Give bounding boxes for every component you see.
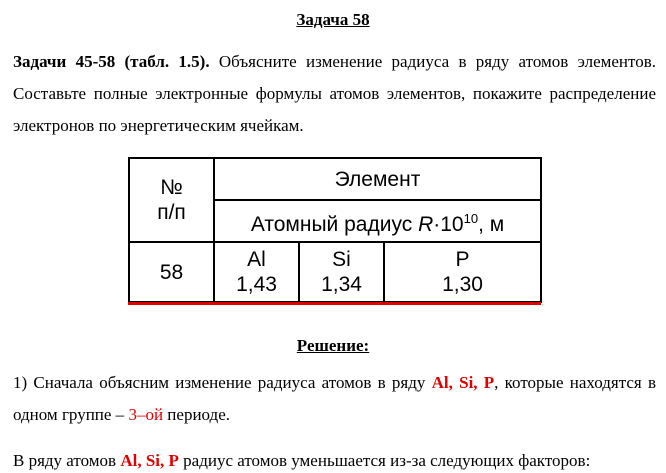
- task-title: Задача 58: [296, 10, 370, 29]
- element-symbol: P: [455, 248, 470, 271]
- element-radius: 1,43: [236, 273, 277, 296]
- solution-paragraph-1: [13, 367, 656, 431]
- highlight-elements: Al, Si, P: [120, 451, 179, 470]
- number-sign: №: [160, 176, 183, 199]
- radius-multiplier: ·10: [433, 212, 464, 236]
- solution-text: периоде.: [163, 405, 230, 424]
- element-symbol: Al: [247, 248, 266, 271]
- table-red-underline: [128, 302, 541, 305]
- radius-unit: , м: [478, 212, 505, 236]
- solution-title: Решение:: [296, 336, 370, 355]
- element-cell-si: [299, 242, 384, 302]
- element-radius-table: [128, 157, 542, 303]
- data-table-wrapper: [128, 157, 542, 303]
- task-statement: [13, 46, 656, 142]
- element-cell-al: [214, 242, 299, 302]
- element-symbol: Si: [332, 248, 351, 271]
- radius-symbol: R: [418, 212, 434, 236]
- task-reference: Задачи 45-58 (табл. 1.5).: [13, 52, 210, 71]
- solution-text: радиус атомов уменьшается из-за следующих факторов:: [178, 451, 591, 470]
- highlight-elements: Al, Si, P: [431, 373, 495, 392]
- radius-header-cell: [214, 200, 541, 242]
- element-cell-p: [384, 242, 541, 302]
- solution-text: , которые находятся в одном группе –: [13, 373, 656, 424]
- element-header-cell: Элемент: [214, 158, 541, 200]
- solution-text: В ряду атомов: [13, 451, 121, 470]
- row-number-cell: 58: [129, 242, 214, 302]
- radius-label: Атомный радиус: [250, 212, 419, 236]
- solution-paragraph-2: [13, 449, 656, 473]
- solution-text: 1) Сначала объясним изменение радиуса атомов в ряду: [13, 373, 432, 392]
- task-text-line2: распределение электронов по энергетическим ячейкам.: [13, 84, 656, 135]
- radius-exponent: 10: [463, 210, 479, 226]
- element-radius: 1,34: [321, 273, 362, 296]
- highlight-period: 3–ой: [128, 405, 164, 424]
- element-radius: 1,30: [442, 273, 483, 296]
- number-abbrev: п/п: [157, 201, 186, 224]
- number-header-cell: [129, 158, 214, 242]
- task-text: Объясните изменение радиуса в ряду атомов элементов. Составьте полные электронные формулы атомов элементов, покажите: [13, 52, 656, 103]
